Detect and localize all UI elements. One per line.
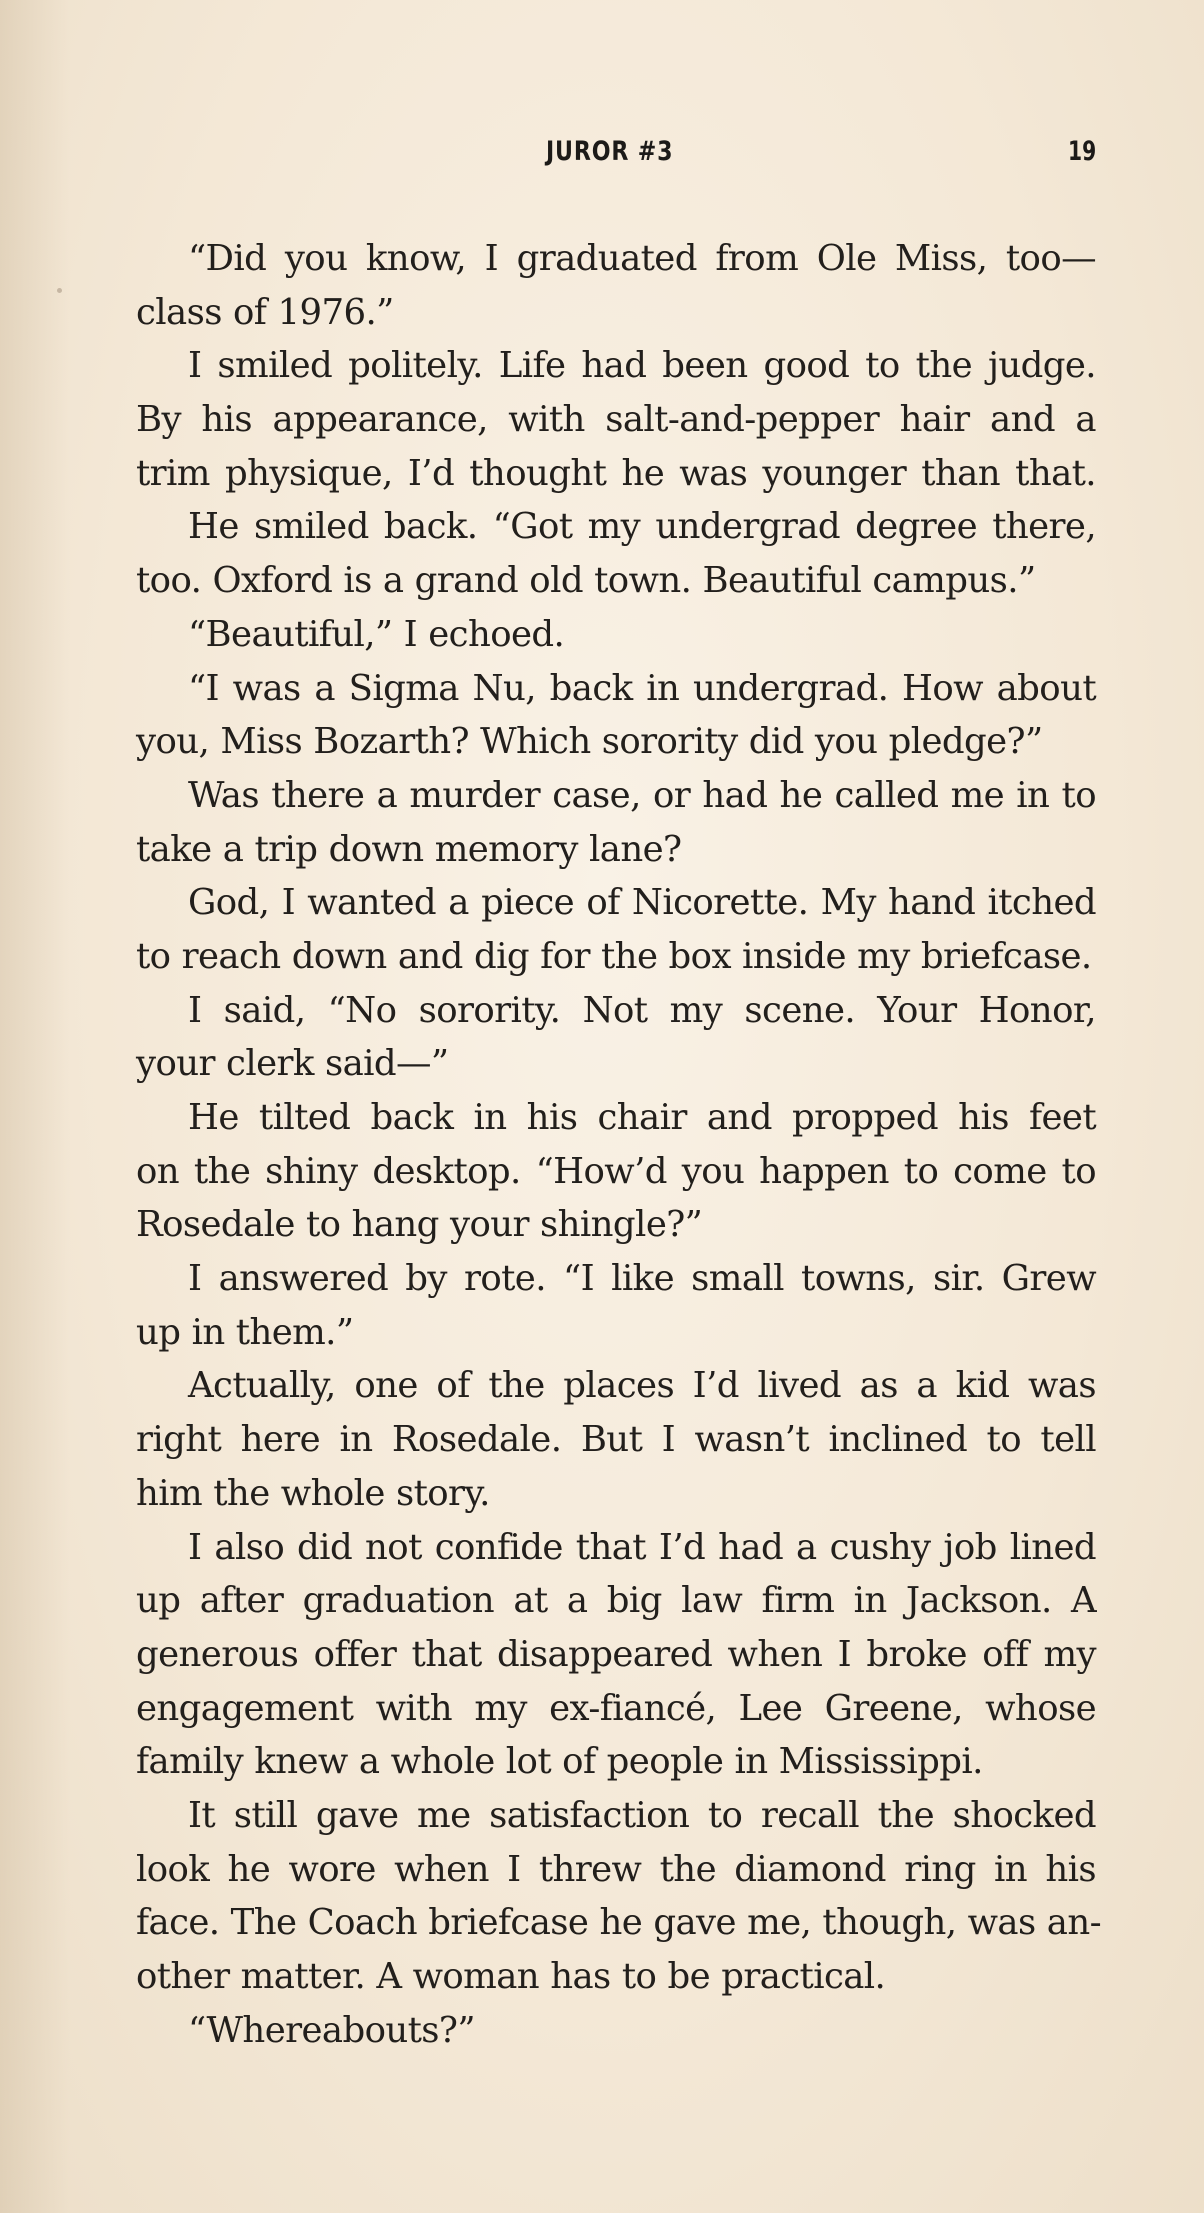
text-line: engagement with my ex-fiancé, Lee Greene, whose: [136, 1687, 1096, 1729]
text-line: your clerk said—”: [136, 1043, 449, 1085]
text-line: look he wore when I threw the diamond ring in his: [136, 1848, 1096, 1890]
text-line: trim physique, I’d thought he was younger than that.: [136, 452, 1096, 494]
text-line: I also did not confide that I’d had a cushy job lined: [188, 1526, 1096, 1568]
page-speck: [57, 288, 62, 293]
text-line: By his appearance, with salt-and-pepper hair and a: [136, 399, 1096, 441]
text-line: too. Oxford is a grand old town. Beautiful campus.”: [136, 560, 1036, 602]
text-line: He tilted back in his chair and propped his feet: [188, 1097, 1096, 1138]
text-line: God, I wanted a piece of Nicorette. My hand itched: [188, 882, 1096, 924]
text-line: take a trip down memory lane?: [136, 828, 682, 870]
spine-shadow: [0, 0, 70, 2213]
text-line: “Whereabouts?”: [188, 2009, 475, 2051]
text-line: on the shiny desktop. “How’d you happen to come to: [136, 1150, 1096, 1192]
text-line: up in them.”: [136, 1311, 354, 1353]
text-line: “Beautiful,” I echoed.: [188, 613, 565, 655]
running-head: JUROR #3: [546, 136, 674, 167]
text-line: Actually, one of the places I’d lived as a kid was: [188, 1365, 1096, 1407]
text-line: I said, “No sorority. Not my scene. Your Honor,: [188, 989, 1096, 1031]
text-line: class of 1976.”: [136, 291, 394, 333]
text-line: to reach down and dig for the box inside my briefcase.: [136, 935, 1092, 977]
text-line: Rosedale to hang your shingle?”: [136, 1204, 703, 1246]
body-text: [136, 232, 1102, 2057]
text-line: Was there a murder case, or had he called me in to: [188, 774, 1096, 816]
text-line: him the whole story.: [136, 1472, 490, 1514]
text-line: “Did you know, I graduated from Ole Miss, too—: [188, 238, 1096, 279]
text-line: It still gave me satisfaction to recall the shocked: [188, 1794, 1096, 1836]
text-line: family knew a whole lot of people in Mississippi.: [136, 1741, 983, 1783]
text-line: I smiled politely. Life had been good to the judge.: [188, 345, 1096, 387]
page-number: 19: [1068, 136, 1097, 167]
text-line: I answered by rote. “I like small towns, sir. Grew: [188, 1258, 1096, 1300]
text-line: you, Miss Bozarth? Which sorority did you pledge?”: [136, 721, 1043, 763]
text-line: “I was a Sigma Nu, back in undergrad. How about: [188, 667, 1096, 709]
text-line: right here in Rosedale. But I wasn’t inclined to tell: [136, 1419, 1096, 1461]
text-line: other matter. A woman has to be practical.: [136, 1956, 886, 1997]
text-line: up after graduation at a big law firm in Jackson. A: [136, 1580, 1096, 1622]
page-header: [0, 136, 1204, 176]
text-line: He smiled back. “Got my undergrad degree there,: [188, 506, 1096, 548]
text-line: face. The Coach briefcase he gave me, though, was an-: [136, 1902, 1102, 1944]
text-line: generous offer that disappeared when I broke off my: [136, 1633, 1096, 1675]
